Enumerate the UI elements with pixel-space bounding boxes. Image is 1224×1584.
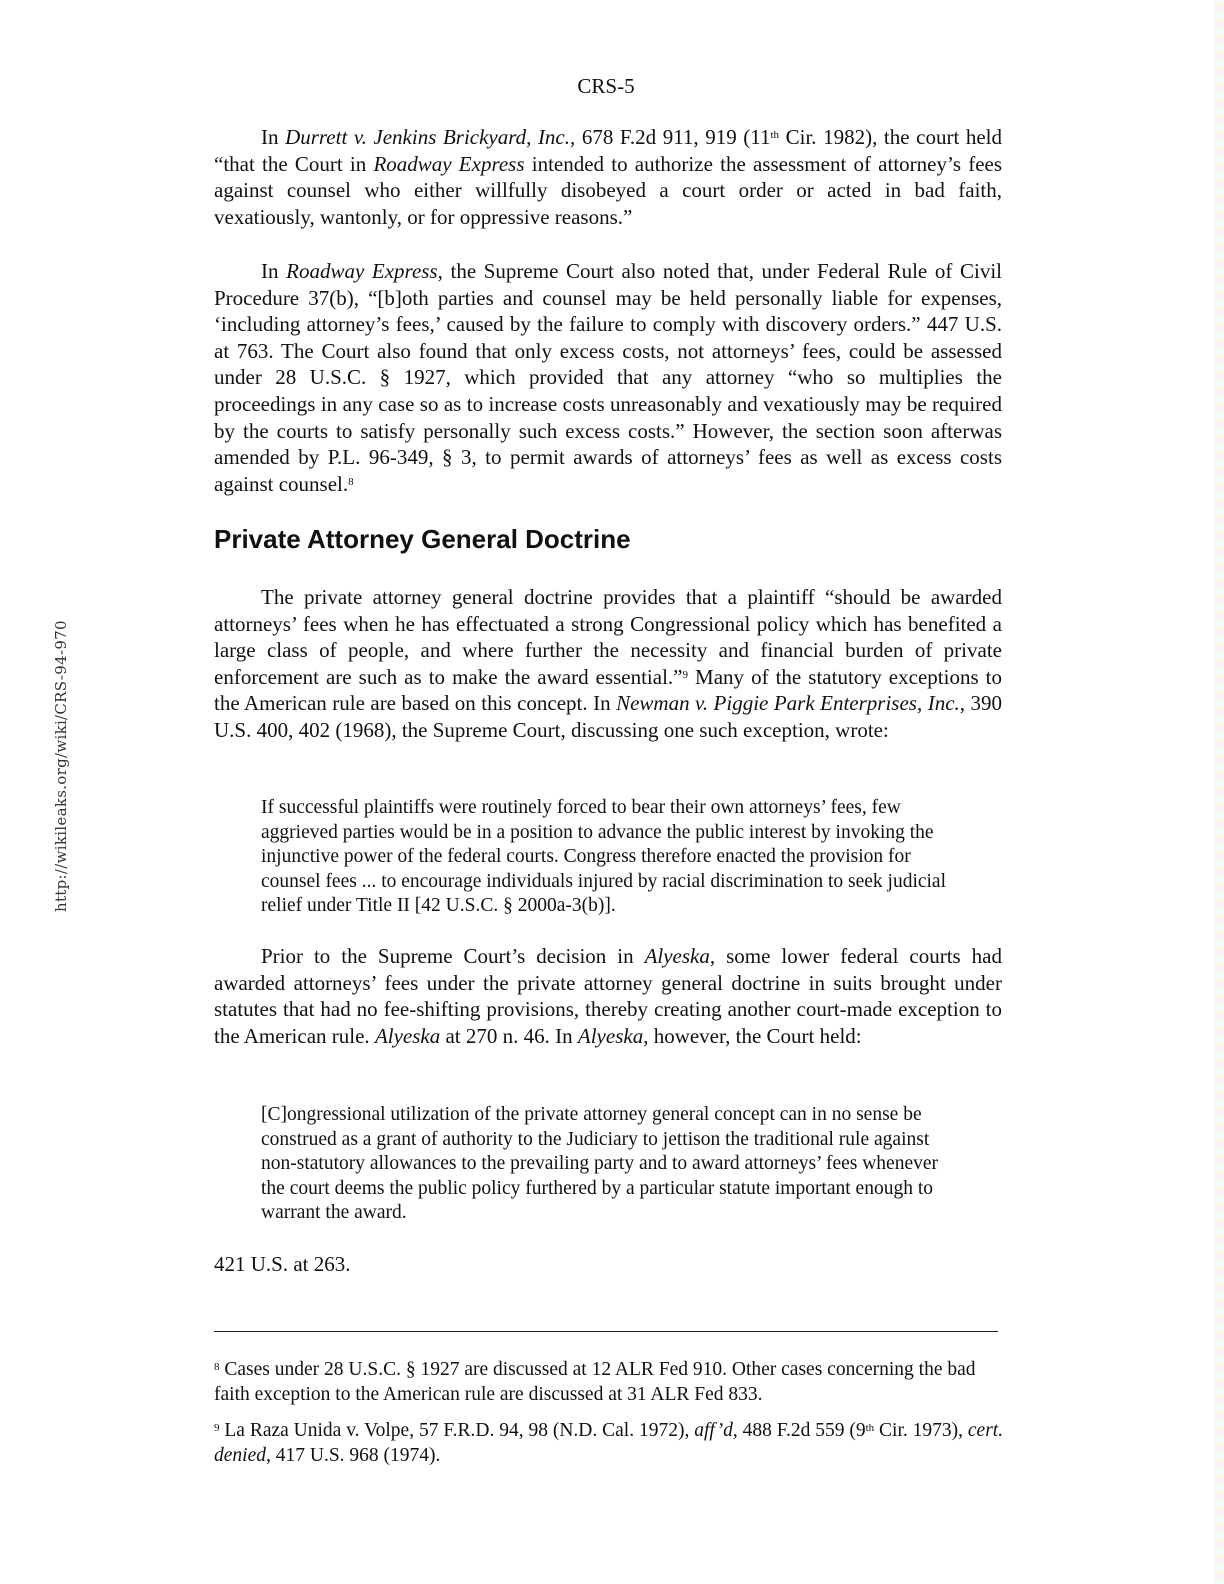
- text: Cir. 1982), the court held “that the Court in: [214, 125, 1002, 176]
- text: , the Supreme Court also noted that, under Federal Rule of Civil Procedure 37(b), “[b]oth parties and counsel may be held personally liable for expenses, ‘including attorney’s fees,’ caused by the failure to comply with discovery orders.” 447 U.S. at 763. The Court also found that only excess costs, not attorneys’ fees, could be assessed under 28 U.S.C. § 1927, which provided that any attorney “who so multiplies the proceedings in any case so as to increase costs unreasonably and vexatiously may be required by the courts to satisfy personally such excess costs.” However, the section soon afterwas amended by P.L. 96-349, § 3, to permit awards of attorneys’ fees as well as excess costs against counsel.: [214, 259, 1002, 496]
- block-quote-newman: If successful plaintiffs were routinely forced to bear their own attorneys’ fees, few aggrieved parties would be in a position to advance the public interest by invoking the injunctive power of the federal courts. Congress therefore enacted the provision for counsel fees ... to encourage individuals injured by racial discrimination to seek judicial relief under Title II [42 U.S.C. § 2000a-3(b)].: [261, 797, 947, 917]
- paragraph-durrett: [214, 124, 1002, 230]
- text: In: [261, 125, 286, 149]
- footnote-divider: [214, 1331, 998, 1332]
- text: , some lower federal courts had awarded attorneys’ fees under the private attorney general doctrine in suits brought under statutes that had no fee-shifting provisions, thereby creating another court-made exception to the American rule.: [214, 944, 1002, 1048]
- section-heading: Private Attorney General Doctrine: [214, 524, 631, 554]
- text: , 390 U.S. 400, 402 (1968), the Supreme Court, discussing one such exception, wrote:: [214, 691, 1003, 742]
- ordinal-superscript: th: [770, 129, 780, 141]
- case-name: Durrett v. Jenkins Brickyard, Inc.: [285, 125, 571, 149]
- footnote-text: , 488 F.2d 559 (9: [732, 1420, 866, 1441]
- text: , however, the Court held:: [643, 1023, 862, 1048]
- page-number: CRS-5: [577, 74, 635, 98]
- footnote-number: 9: [214, 1422, 220, 1434]
- footnote-8: [214, 1357, 1004, 1407]
- case-name: Alyeska: [577, 1023, 644, 1048]
- footnote-number: 8: [214, 1361, 220, 1373]
- case-name: Roadway Express: [286, 259, 438, 283]
- text: In: [261, 259, 287, 283]
- ordinal-superscript: th: [865, 1422, 875, 1434]
- paragraph-roadway-express: [214, 258, 1002, 497]
- text: The private attorney general doctrine provides that a plaintiff “should be awarded attorneys’ fees when he has effectuated a strong Congressional policy which has benefited a large class of people, and where further the necessity and financial burden of private enforcement are such as to make the award essential.”: [214, 585, 1002, 689]
- text: Prior to the Supreme Court’s decision in: [261, 944, 645, 968]
- paragraph-alyeska: [214, 943, 1002, 1049]
- text: intended to authorize the assessment of attorney’s fees against counsel who either willfully disobeyed a court order or acted in bad faith, vexatiously, wantonly, or for oppressive reasons.”: [214, 151, 1003, 229]
- source-url-watermark: http://wikileaks.org/wiki/CRS-94-970: [52, 620, 70, 912]
- footnote-text: , 417 U.S. 968 (1974).: [265, 1445, 441, 1466]
- case-name: Alyeska: [374, 1023, 441, 1048]
- footnote-text: cert. denied: [214, 1420, 1004, 1466]
- case-name: Roadway Express: [373, 151, 525, 176]
- footnote-text: aff’d: [694, 1420, 733, 1441]
- case-name: Alyeska: [644, 944, 710, 968]
- text: , 678 F.2d 911, 919 (11: [570, 125, 771, 149]
- footnote-9: [214, 1418, 1004, 1468]
- block-quote-alyeska: [C]ongressional utilization of the private attorney general concept can in no sense be construed as a grant of authority to the Judiciary to jettison the traditional rule against non-statutory allowances to the prevailing party and to award attorneys’ fees whenever the court deems the public policy furthered by a particular statute important enough to warrant the award.: [261, 1104, 939, 1224]
- text: at 270 n. 46. In: [440, 1023, 578, 1048]
- footnote-text: Cases under 28 U.S.C. § 1927 are discussed at 12 ALR Fed 910. Other cases concerning the bad faith exception to the American rule are discussed at 31 ALR Fed 833.: [214, 1359, 976, 1405]
- citation: 421 U.S. at 263.: [214, 1252, 351, 1276]
- footnote-ref-8[interactable]: 8: [348, 475, 354, 488]
- footnote-ref-9[interactable]: 9: [682, 668, 688, 681]
- paragraph-private-attorney-general: [214, 584, 1002, 744]
- scan-edge-artifact: [1214, 0, 1224, 1584]
- footnote-text: Cir. 1973),: [874, 1420, 968, 1441]
- text: Many of the statutory exceptions to the American rule are based on this concept. In: [214, 664, 1002, 716]
- case-name: Newman v. Piggie Park Enterprises, Inc.: [616, 691, 960, 716]
- footnote-text: La Raza Unida v. Volpe, 57 F.R.D. 94, 98 (N.D. Cal. 1972),: [219, 1420, 695, 1441]
